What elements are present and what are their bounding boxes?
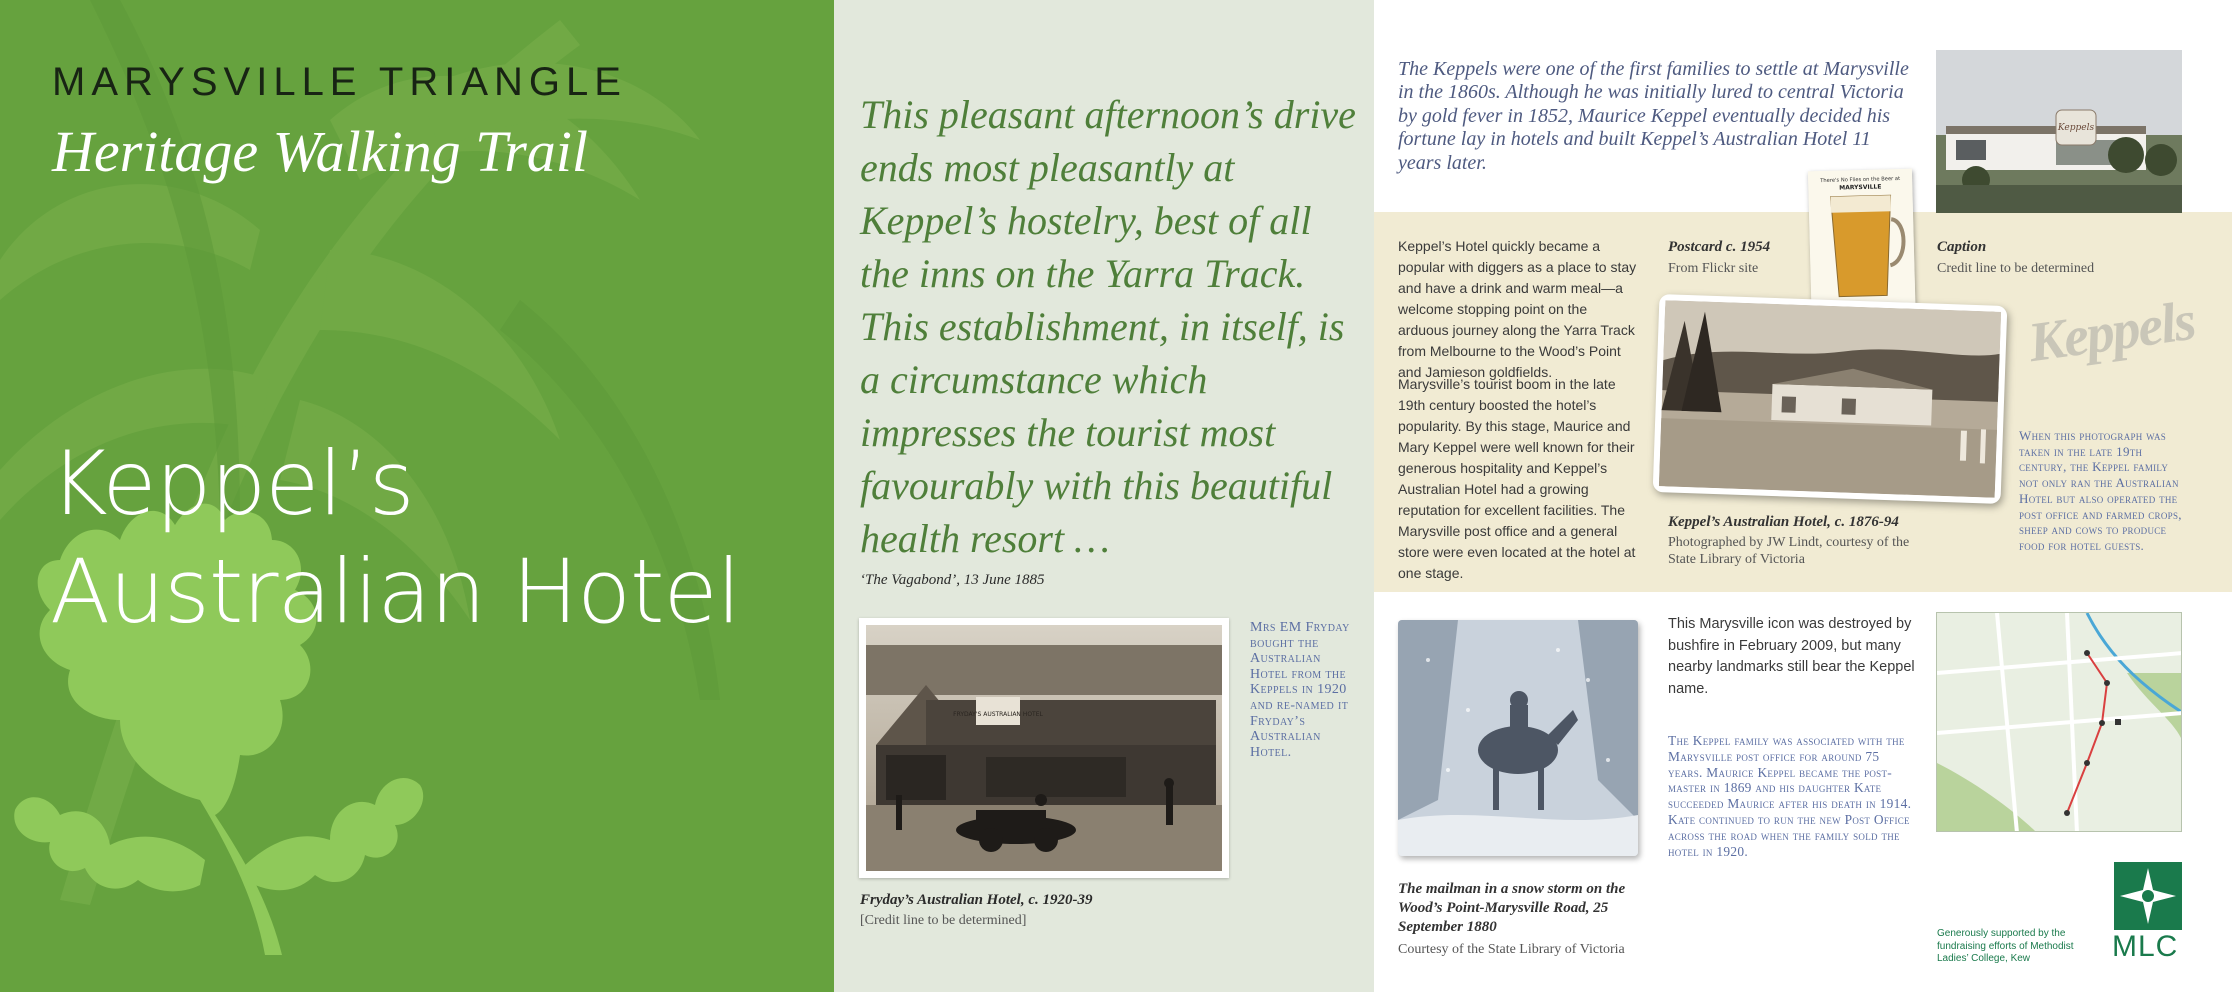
hotel-sign-text: FRYDAY'S AUSTRALIAN HOTEL: [953, 711, 1043, 718]
caption-credit: Credit line to be determined: [1937, 261, 2095, 276]
modern-hotel-image: [1936, 50, 2182, 213]
intro-text: The Keppels were one of the first families to settle at Marysville in the 1860s. Although he was initially lured to central Victoria by gold fever in 1852, Maurice Keppel eventually decided his fortune lay in hotels and built Keppel’s Australian Hotel 11 years later.: [1398, 58, 1909, 174]
caption-title: Caption: [1937, 239, 1987, 255]
postcard-caption-source: From Flickr site: [1668, 261, 1759, 276]
mailman-caption-title: The mailman in a snow storm on the Wood’s Point-Marysville Road, 25 September 1880: [1398, 881, 1626, 935]
page-title-line2: Australian Hotel: [50, 540, 741, 643]
historic-photo-caption-source: Photographed by JW Lindt, courtesy of the State Library of Victoria: [1668, 535, 1910, 567]
fryday-note: Mrs EM Fryday bought the Australian Hotel from the Keppels in 1920 and re-named it Fryday’s Australian Hotel.: [1250, 620, 1350, 760]
modern-hotel-photo: [1936, 50, 2182, 213]
frydays-photo-credit: [Credit line to be determined]: [860, 913, 1027, 928]
mailman-caption-source: Courtesy of the State Library of Victoria: [1398, 942, 1625, 957]
mlc-wordmark: MLC: [2112, 930, 2179, 963]
keppels-australian-hotel-photo: [1653, 294, 2008, 504]
page-title: [50, 430, 740, 646]
trail-map: [1936, 612, 2182, 832]
sponsor-text: Generously supported by the fundraising efforts of Methodist Ladies’ College, Kew: [1937, 928, 2074, 964]
left-panel: [0, 0, 834, 992]
star-emblem-icon: [2114, 862, 2182, 930]
frydays-hotel-photo: [859, 618, 1229, 878]
historic-photo-caption-title: Keppel’s Australian Hotel, c. 1876-94: [1668, 514, 1899, 530]
quote-source: ‘The Vagabond’, 13 June 1885: [860, 572, 1045, 588]
frydays-hotel-image: [866, 625, 1222, 871]
keppels-logo: Keppels: [2024, 289, 2198, 375]
frydays-photo-caption: Fryday’s Australian Hotel, c. 1920-39: [860, 892, 1093, 908]
shop-sign-text: Keppels: [2057, 123, 2095, 133]
snowstorm-image: [1398, 620, 1638, 856]
photograph-note: When this photograph was taken in the late 19th century, the Keppel family not only ran the Australian Hotel but also operated the post office and farmed crops, sheep and cows to produce food for hotel guests.: [2019, 428, 2182, 553]
postcard-top-text: There's No Flies on the Beer at: [1820, 175, 1901, 185]
family-post-office-note: The Keppel family was associated with the Marysville post office for around 75 years. Maurice Keppel became the post-master in 1869 and his daughter Kate succeeded Maurice after his death in 1914. Kate continued to run the new Post Office across the road when the family sold the hotel in 1920.: [1668, 733, 1912, 859]
body-paragraph-2: Marysville’s tourist boom in the late 19th century boosted the hotel’s popularity. By this stage, Maurice and Mary Keppel were well known for their generous hospitality and Keppel’s Australian Hotel had a growing reputation for excellent facilities. The Marysville post office and a general store were even located at the hotel at one stage.: [1398, 376, 1636, 581]
body-paragraph-1: Keppel’s Hotel quickly became a popular with diggers as a place to stay and have a drink and warm meal—a welcome stopping point on the arduous journey along the Yarra Track from Melbourne to the Wood’s Point and Jamieson goldfields.: [1398, 238, 1637, 380]
series-title: MARYSVILLE TRIANGLE: [52, 60, 627, 104]
historic-hotel-image: [1659, 300, 2001, 498]
bushfire-text: This Marysville icon was destroyed by bushfire in February 2009, but many nearby landmarks still bear the Keppel name.: [1668, 616, 1915, 697]
page-title-line1: Keppel’s: [50, 432, 414, 535]
trail-subtitle: Heritage Walking Trail: [52, 119, 588, 184]
postcard-place-text: MARYSVILLE: [1839, 183, 1882, 192]
mailman-snowstorm-engraving: [1398, 620, 1638, 856]
mlc-logo: [2114, 862, 2182, 930]
postcard-caption-title: Postcard c. 1954: [1668, 239, 1771, 255]
trail-map-image: [1937, 613, 2182, 832]
vagabond-quote: This pleasant afternoon’s drive ends most pleasantly at Keppel’s hostelry, best of all the inns on the Yarra Track. This establishment, in itself, is a circumstance which impresses the tourist most favourably with this beautiful health resort …: [860, 92, 1356, 561]
